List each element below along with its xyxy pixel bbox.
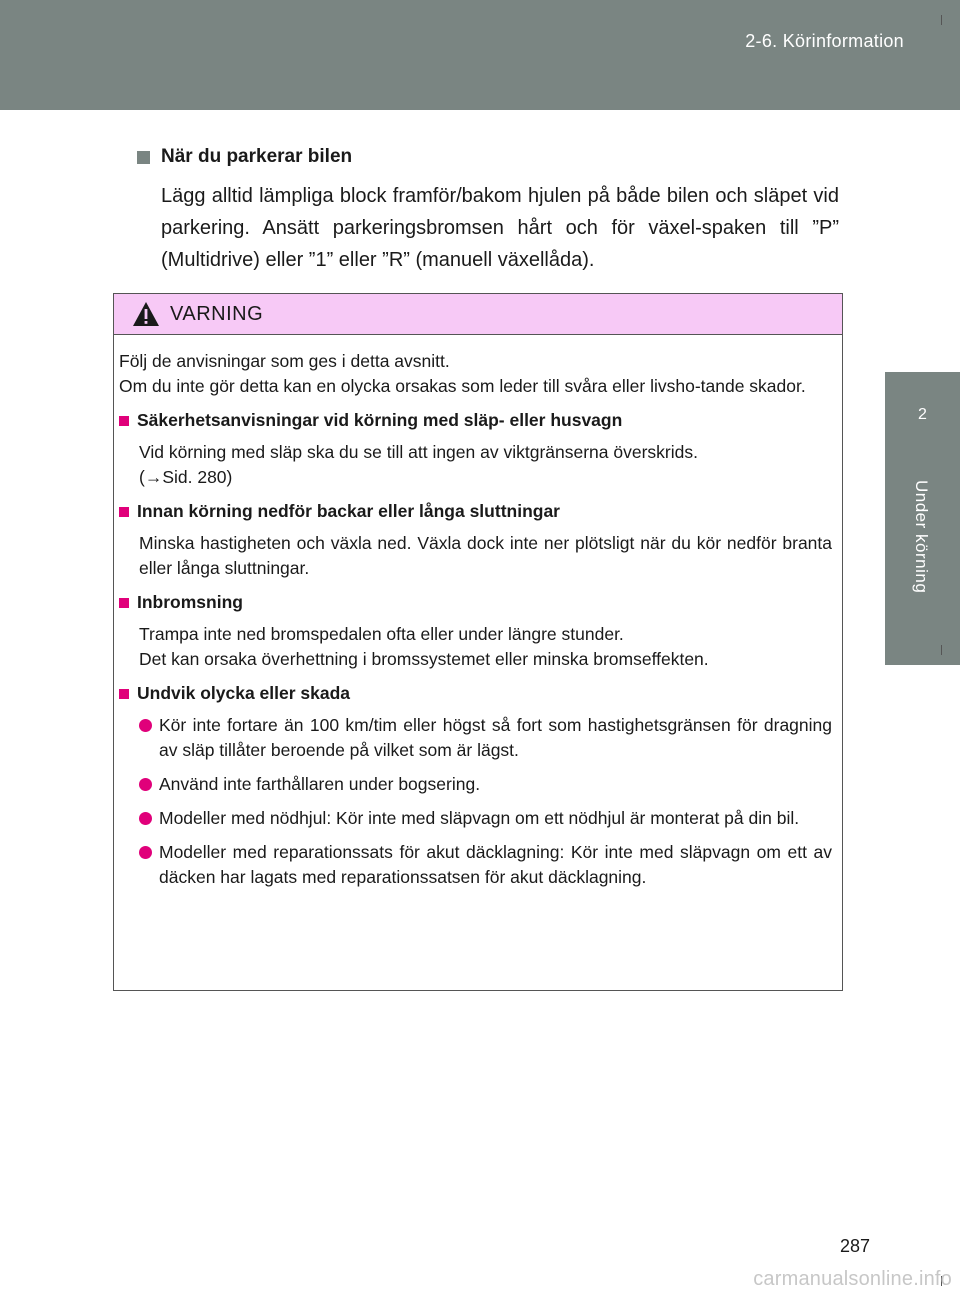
circle-bullet-icon (139, 812, 152, 825)
crop-mark (941, 645, 942, 655)
section-title: 2-6. Körinformation (745, 31, 904, 51)
subsection-body-line: Minska hastigheten och växla ned. Växla dock inte ner plötsligt när du kör nedför branta eller långa sluttningar. (139, 533, 832, 578)
page-reference: (→Sid. 280) (139, 467, 233, 487)
chapter-title: Under körning (912, 480, 931, 594)
list-item (139, 713, 832, 763)
subsection-heading (119, 499, 832, 524)
chapter-tab (885, 372, 960, 665)
page-number: 287 (839, 1236, 870, 1256)
list-item-text: Modeller med nödhjul: Kör inte med släpvagn om ett nödhjul är monterat på din bil. (159, 808, 800, 828)
subsection-heading (119, 408, 832, 433)
list-item-text: Modeller med reparationssats för akut däcklagning: Kör inte med släpvagn om ett av däcken har lagats med reparationssatsen för akut däcklagning. (159, 842, 832, 887)
circle-bullet-icon (139, 846, 152, 859)
header-band (0, 0, 960, 110)
subsection-heading-text: Innan körning nedför backar eller långa sluttningar (137, 501, 560, 521)
subsection-heading (119, 590, 832, 615)
subsection-heading (119, 681, 832, 706)
subsection-heading-text: Säkerhetsanvisningar vid körning med släp- eller husvagn (137, 410, 623, 430)
subsection-body-line: Trampa inte ned bromspedalen ofta eller under längre stunder. (139, 624, 624, 644)
intro-body: Lägg alltid lämpliga block framför/bakom hjulen på både bilen och släpet vid parkering. Ansätt parkeringsbromsen hårt och för växel-spaken till ”P” (Multidrive) eller ”1” eller ”R” (manuell växellåda). (161, 185, 839, 271)
list-item-text: Använd inte farthållaren under bogsering. (159, 774, 481, 794)
warning-header (114, 294, 842, 335)
subsection-body (139, 531, 832, 581)
subsection-body (139, 622, 832, 672)
chapter-number: 2 (918, 406, 927, 423)
warning-box (113, 293, 843, 991)
warning-lead-line-2: Om du inte gör detta kan en olycka orsakas som leder till svåra eller livsho-tande skador. (119, 376, 806, 396)
circle-bullet-icon (139, 719, 152, 732)
list-item (139, 772, 832, 797)
subsection-heading-text: Undvik olycka eller skada (137, 683, 351, 703)
subsection-body-line: Det kan orsaka överhettning i bromssystemet eller minska bromseffekten. (139, 649, 709, 669)
intro-heading-text: När du parkerar bilen (161, 146, 353, 167)
square-bullet-icon (137, 151, 150, 164)
subsection-heading-text: Inbromsning (137, 592, 243, 612)
warning-lead-line-1: Följ de anvisningar som ges i detta avsnitt. (119, 351, 450, 371)
crop-mark (941, 15, 942, 25)
intro-heading (137, 146, 352, 168)
subsection-body (139, 440, 832, 490)
warning-triangle-icon (132, 301, 160, 327)
square-bullet-icon (119, 507, 129, 517)
square-bullet-icon (119, 598, 129, 608)
square-bullet-icon (119, 689, 129, 699)
watermark: carmanualsonline.info (753, 1268, 952, 1290)
warning-content (114, 335, 842, 890)
list-item (139, 840, 832, 890)
circle-bullet-icon (139, 778, 152, 791)
subsection-body-line: Vid körning med släp ska du se till att ingen av viktgränserna överskrids. (139, 442, 698, 462)
list-item-text: Kör inte fortare än 100 km/tim eller högst så fort som hastighetsgränsen för dragning av släp tillåter beroende på vilket som är lägst. (159, 715, 832, 760)
list-item (139, 806, 832, 831)
warning-lead (119, 349, 832, 399)
square-bullet-icon (119, 416, 129, 426)
warning-title: VARNING (170, 302, 264, 325)
